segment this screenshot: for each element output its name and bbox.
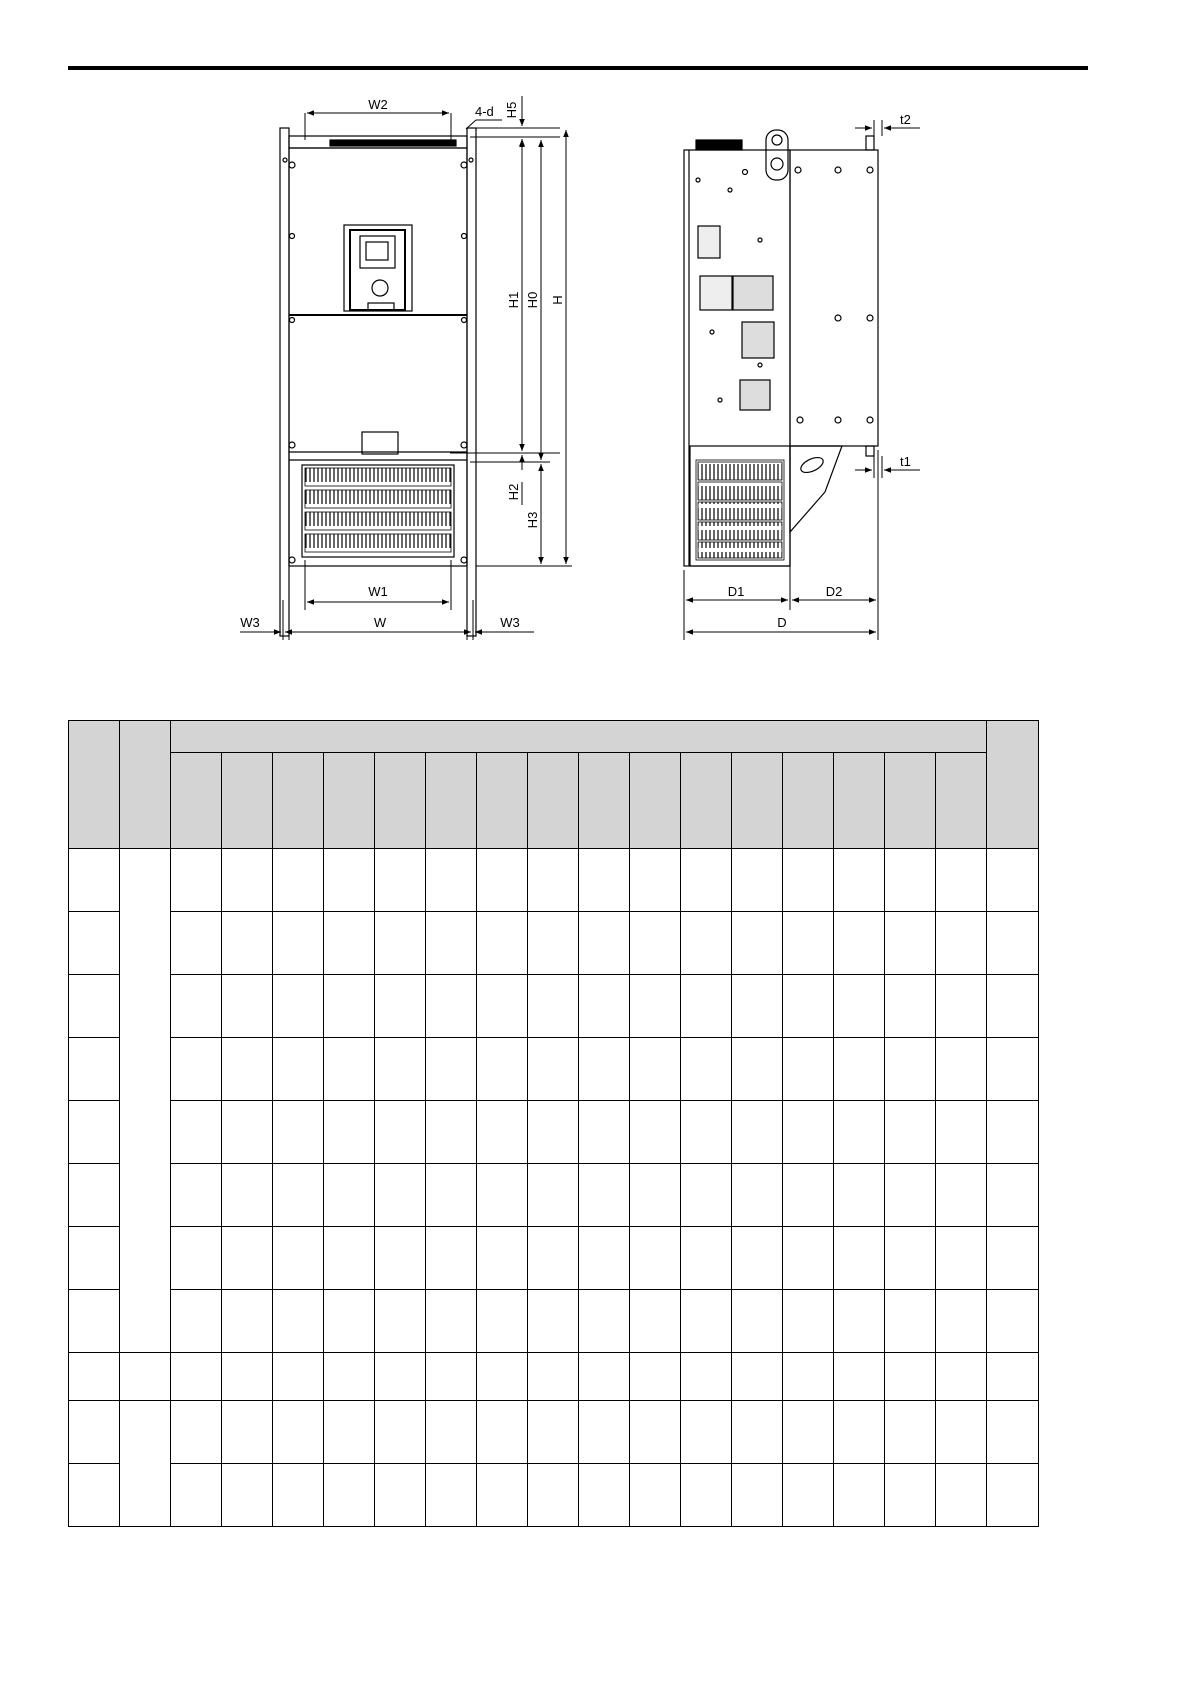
value-cell [324, 1227, 375, 1290]
group-cell [120, 849, 171, 1353]
value-cell [324, 1290, 375, 1353]
value-cell [477, 1464, 528, 1527]
table-row [69, 1290, 1039, 1353]
table-row [69, 1353, 1039, 1401]
value-cell [477, 1101, 528, 1164]
value-cell [375, 1464, 426, 1527]
model-cell [69, 1038, 120, 1101]
value-cell [885, 1101, 936, 1164]
value-cell [375, 1401, 426, 1464]
value-cell [834, 1101, 885, 1164]
label-w: W [373, 615, 387, 630]
value-cell [477, 912, 528, 975]
value-cell [936, 1401, 987, 1464]
value-cell [579, 1401, 630, 1464]
value-cell [987, 1290, 1039, 1353]
value-cell [375, 1227, 426, 1290]
table-row [69, 849, 1039, 912]
value-cell [375, 1164, 426, 1227]
value-cell [783, 1038, 834, 1101]
group-cell [120, 1353, 171, 1401]
value-cell [987, 849, 1039, 912]
value-cell [375, 975, 426, 1038]
header-col [528, 753, 579, 849]
value-cell [885, 1464, 936, 1527]
value-cell [630, 1464, 681, 1527]
table-row [69, 975, 1039, 1038]
value-cell [885, 1164, 936, 1227]
model-cell [69, 1353, 120, 1401]
label-d1: D1 [727, 584, 745, 599]
value-cell [579, 912, 630, 975]
value-cell [426, 1353, 477, 1401]
value-cell [324, 1464, 375, 1527]
value-cell [732, 975, 783, 1038]
label-h3: H3 [525, 511, 540, 529]
value-cell [375, 849, 426, 912]
value-cell [426, 975, 477, 1038]
value-cell [579, 1353, 630, 1401]
table-row [69, 1038, 1039, 1101]
value-cell [273, 1101, 324, 1164]
header-col [885, 753, 936, 849]
side-view [684, 130, 878, 566]
label-w3-right: W3 [500, 615, 520, 630]
value-cell [222, 1353, 273, 1401]
label-h: H [550, 295, 565, 305]
dimensions-table [68, 720, 1039, 1527]
value-cell [630, 1290, 681, 1353]
value-cell [987, 975, 1039, 1038]
value-cell [936, 1290, 987, 1353]
value-cell [885, 1353, 936, 1401]
value-cell [732, 1464, 783, 1527]
value-cell [171, 1101, 222, 1164]
value-cell [783, 1164, 834, 1227]
value-cell [630, 1038, 681, 1101]
value-cell [171, 1227, 222, 1290]
table-row [69, 1227, 1039, 1290]
value-cell [528, 1290, 579, 1353]
value-cell [477, 1353, 528, 1401]
table-body [69, 849, 1039, 1527]
header-group [171, 721, 987, 753]
header-subrow [69, 753, 1039, 849]
header-col [222, 753, 273, 849]
value-cell [681, 1401, 732, 1464]
value-cell [528, 912, 579, 975]
value-cell [477, 849, 528, 912]
value-cell [426, 1227, 477, 1290]
value-cell [222, 1038, 273, 1101]
header-col [732, 753, 783, 849]
value-cell [477, 1038, 528, 1101]
label-t2: t2 [900, 112, 911, 127]
label-h1: H1 [506, 291, 521, 309]
value-cell [375, 1101, 426, 1164]
value-cell [732, 849, 783, 912]
value-cell [681, 1290, 732, 1353]
value-cell [324, 912, 375, 975]
label-h0: H0 [525, 291, 540, 309]
value-cell [834, 975, 885, 1038]
value-cell [732, 1227, 783, 1290]
group-cell [120, 1401, 171, 1527]
value-cell [273, 1038, 324, 1101]
value-cell [528, 1164, 579, 1227]
value-cell [324, 1353, 375, 1401]
value-cell [273, 1164, 324, 1227]
value-cell [783, 1227, 834, 1290]
value-cell [885, 912, 936, 975]
value-cell [579, 1038, 630, 1101]
value-cell [936, 1227, 987, 1290]
value-cell [783, 849, 834, 912]
value-cell [834, 849, 885, 912]
value-cell [171, 912, 222, 975]
label-w3-left: W3 [240, 615, 260, 630]
value-cell [681, 1101, 732, 1164]
header-cell-last [987, 721, 1039, 849]
label-d2: D2 [825, 584, 843, 599]
model-cell [69, 1227, 120, 1290]
value-cell [987, 1227, 1039, 1290]
model-cell [69, 849, 120, 912]
value-cell [681, 1464, 732, 1527]
value-cell [222, 1290, 273, 1353]
value-cell [273, 975, 324, 1038]
value-cell [681, 1038, 732, 1101]
dimension-drawing [0, 0, 1191, 660]
value-cell [834, 1164, 885, 1227]
value-cell [273, 1401, 324, 1464]
label-h2: H2 [506, 483, 521, 501]
header-col [426, 753, 477, 849]
value-cell [579, 975, 630, 1038]
value-cell [426, 912, 477, 975]
value-cell [324, 1164, 375, 1227]
value-cell [630, 912, 681, 975]
value-cell [681, 1164, 732, 1227]
value-cell [222, 975, 273, 1038]
value-cell [936, 1353, 987, 1401]
model-cell [69, 1101, 120, 1164]
header-col [477, 753, 528, 849]
value-cell [477, 1164, 528, 1227]
header-col [579, 753, 630, 849]
value-cell [375, 912, 426, 975]
label-d: D [777, 615, 787, 630]
value-cell [732, 1353, 783, 1401]
value-cell [171, 975, 222, 1038]
label-w2: W2 [368, 97, 388, 112]
value-cell [222, 1401, 273, 1464]
value-cell [273, 912, 324, 975]
value-cell [171, 1290, 222, 1353]
value-cell [528, 1464, 579, 1527]
label-4d: 4-d [475, 104, 494, 119]
value-cell [885, 849, 936, 912]
value-cell [528, 975, 579, 1038]
table-row [69, 1164, 1039, 1227]
value-cell [834, 1038, 885, 1101]
value-cell [477, 975, 528, 1038]
value-cell [273, 1227, 324, 1290]
table-row [69, 1464, 1039, 1527]
value-cell [528, 1353, 579, 1401]
header-cell-1 [69, 721, 120, 849]
value-cell [783, 1464, 834, 1527]
value-cell [171, 1353, 222, 1401]
header-col [834, 753, 885, 849]
header-col [783, 753, 834, 849]
value-cell [936, 1101, 987, 1164]
header-col [375, 753, 426, 849]
value-cell [783, 1101, 834, 1164]
front-view [280, 128, 476, 636]
value-cell [324, 1401, 375, 1464]
value-cell [528, 1401, 579, 1464]
value-cell [579, 1101, 630, 1164]
value-cell [579, 1464, 630, 1527]
header-col [681, 753, 732, 849]
value-cell [732, 1038, 783, 1101]
header-col [273, 753, 324, 849]
value-cell [273, 1464, 324, 1527]
value-cell [579, 1227, 630, 1290]
value-cell [375, 1038, 426, 1101]
value-cell [936, 1464, 987, 1527]
value-cell [732, 1164, 783, 1227]
value-cell [324, 1038, 375, 1101]
value-cell [987, 1101, 1039, 1164]
model-cell [69, 1290, 120, 1353]
value-cell [171, 849, 222, 912]
value-cell [834, 1290, 885, 1353]
label-t1: t1 [900, 454, 911, 469]
value-cell [834, 1353, 885, 1401]
value-cell [885, 1401, 936, 1464]
value-cell [681, 1353, 732, 1401]
value-cell [834, 912, 885, 975]
value-cell [630, 1227, 681, 1290]
value-cell [324, 1101, 375, 1164]
value-cell [936, 912, 987, 975]
value-cell [528, 1038, 579, 1101]
value-cell [783, 1353, 834, 1401]
value-cell [732, 1101, 783, 1164]
model-cell [69, 912, 120, 975]
value-cell [222, 1464, 273, 1527]
value-cell [222, 912, 273, 975]
model-cell [69, 1164, 120, 1227]
value-cell [630, 1101, 681, 1164]
value-cell [834, 1464, 885, 1527]
value-cell [885, 1290, 936, 1353]
value-cell [783, 1401, 834, 1464]
model-cell [69, 1401, 120, 1464]
table-row [69, 1101, 1039, 1164]
table-row [69, 1401, 1039, 1464]
value-cell [834, 1401, 885, 1464]
header-col [171, 753, 222, 849]
value-cell [885, 975, 936, 1038]
value-cell [579, 1164, 630, 1227]
value-cell [987, 1464, 1039, 1527]
value-cell [630, 1353, 681, 1401]
value-cell [630, 849, 681, 912]
value-cell [732, 1290, 783, 1353]
header-col [630, 753, 681, 849]
value-cell [477, 1227, 528, 1290]
value-cell [936, 975, 987, 1038]
value-cell [426, 1101, 477, 1164]
side-view-dimensions [684, 120, 920, 640]
value-cell [885, 1038, 936, 1101]
value-cell [426, 1464, 477, 1527]
value-cell [375, 1353, 426, 1401]
header-col [936, 753, 987, 849]
value-cell [171, 1164, 222, 1227]
value-cell [630, 1401, 681, 1464]
value-cell [375, 1290, 426, 1353]
value-cell [681, 975, 732, 1038]
value-cell [579, 1290, 630, 1353]
value-cell [987, 912, 1039, 975]
value-cell [477, 1401, 528, 1464]
value-cell [273, 1353, 324, 1401]
value-cell [171, 1464, 222, 1527]
value-cell [783, 975, 834, 1038]
value-cell [681, 912, 732, 975]
value-cell [222, 1164, 273, 1227]
model-cell [69, 975, 120, 1038]
value-cell [426, 849, 477, 912]
value-cell [987, 1038, 1039, 1101]
value-cell [732, 912, 783, 975]
label-h5: H5 [504, 101, 519, 119]
value-cell [324, 975, 375, 1038]
value-cell [477, 1290, 528, 1353]
value-cell [987, 1401, 1039, 1464]
value-cell [936, 1038, 987, 1101]
value-cell [783, 912, 834, 975]
header-cell-2 [120, 721, 171, 849]
value-cell [324, 849, 375, 912]
value-cell [528, 849, 579, 912]
value-cell [681, 849, 732, 912]
value-cell [426, 1164, 477, 1227]
value-cell [528, 1101, 579, 1164]
value-cell [987, 1164, 1039, 1227]
header-col [324, 753, 375, 849]
value-cell [936, 849, 987, 912]
value-cell [426, 1401, 477, 1464]
value-cell [630, 1164, 681, 1227]
value-cell [783, 1290, 834, 1353]
value-cell [222, 1101, 273, 1164]
label-w1: W1 [368, 584, 388, 599]
table-row [69, 912, 1039, 975]
value-cell [630, 975, 681, 1038]
value-cell [426, 1290, 477, 1353]
value-cell [579, 849, 630, 912]
value-cell [528, 1227, 579, 1290]
value-cell [885, 1227, 936, 1290]
value-cell [936, 1164, 987, 1227]
value-cell [273, 849, 324, 912]
model-cell [69, 1464, 120, 1527]
value-cell [987, 1353, 1039, 1401]
value-cell [273, 1290, 324, 1353]
value-cell [426, 1038, 477, 1101]
value-cell [834, 1227, 885, 1290]
value-cell [222, 1227, 273, 1290]
value-cell [171, 1038, 222, 1101]
value-cell [681, 1227, 732, 1290]
value-cell [171, 1401, 222, 1464]
value-cell [732, 1401, 783, 1464]
value-cell [222, 849, 273, 912]
